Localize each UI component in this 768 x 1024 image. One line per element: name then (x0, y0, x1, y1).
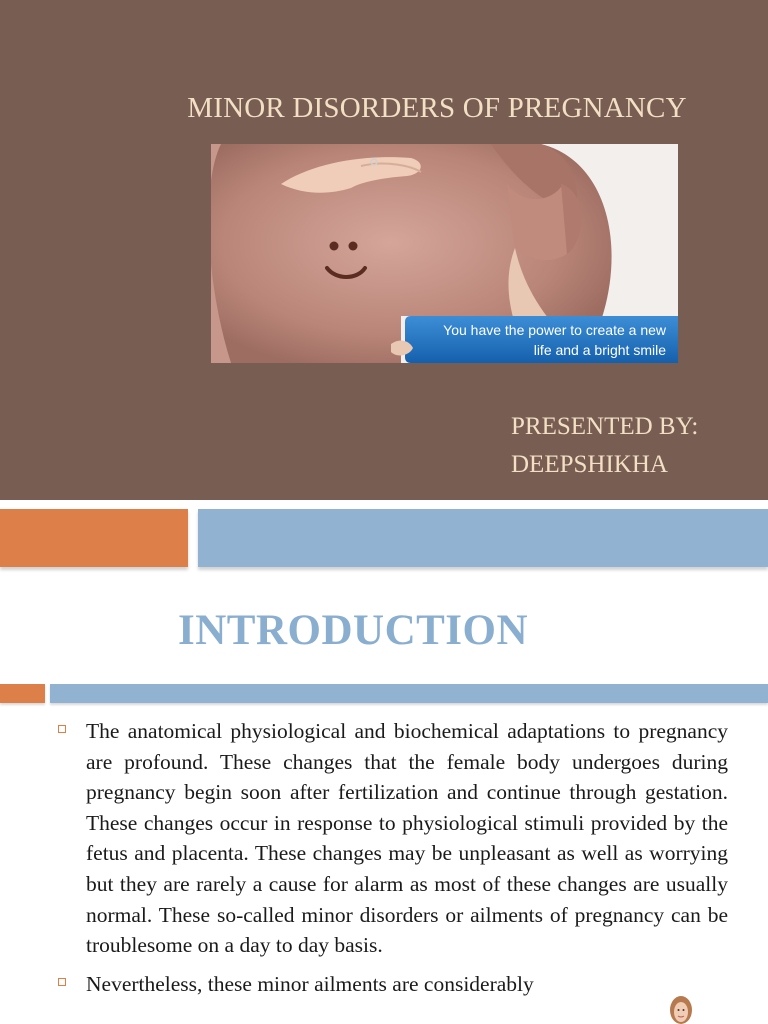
section-title: INTRODUCTION (178, 607, 529, 654)
title-slide (0, 0, 768, 500)
presenter-block (511, 408, 698, 484)
bullet-text: The anatomical physiological and biochemical adaptations to pregnancy are profound. These changes that the female body undergoes during pregnancy begin soon after fertilization and continue through gestation. These changes occur in response to physiological stimuli provided by the fetus and placenta. These changes may be unpleasant as well as worrying but they are rarely a cause for alarm as most of these changes are usually normal. These so-called minor disorders or ailments of pregnancy can be troublesome on a day to day basis. (86, 719, 728, 958)
square-bullet-icon (58, 725, 66, 733)
bullet-list (0, 716, 768, 999)
header-bar-blue (198, 509, 768, 567)
caption-line-2: life and a bright smile (533, 342, 666, 358)
presenter-name: DEEPSHIKHA (511, 451, 668, 478)
slide-title: MINOR DISORDERS OF PREGNANCY (187, 92, 687, 124)
header-bar-orange (0, 509, 188, 567)
photo-caption (399, 316, 678, 363)
divider-bar-orange (0, 684, 45, 703)
divider-bar-blue (50, 684, 768, 703)
square-bullet-icon (58, 978, 66, 986)
presented-by-label: PRESENTED BY: (511, 413, 699, 440)
caption-line-1: You have the power to create a new (443, 322, 666, 338)
woman-portrait-image (668, 996, 694, 1024)
list-item (0, 969, 768, 1000)
bullet-text: Nevertheless, these minor ailments are considerably (86, 971, 534, 996)
pregnancy-photo (211, 144, 678, 363)
list-item (0, 716, 768, 961)
